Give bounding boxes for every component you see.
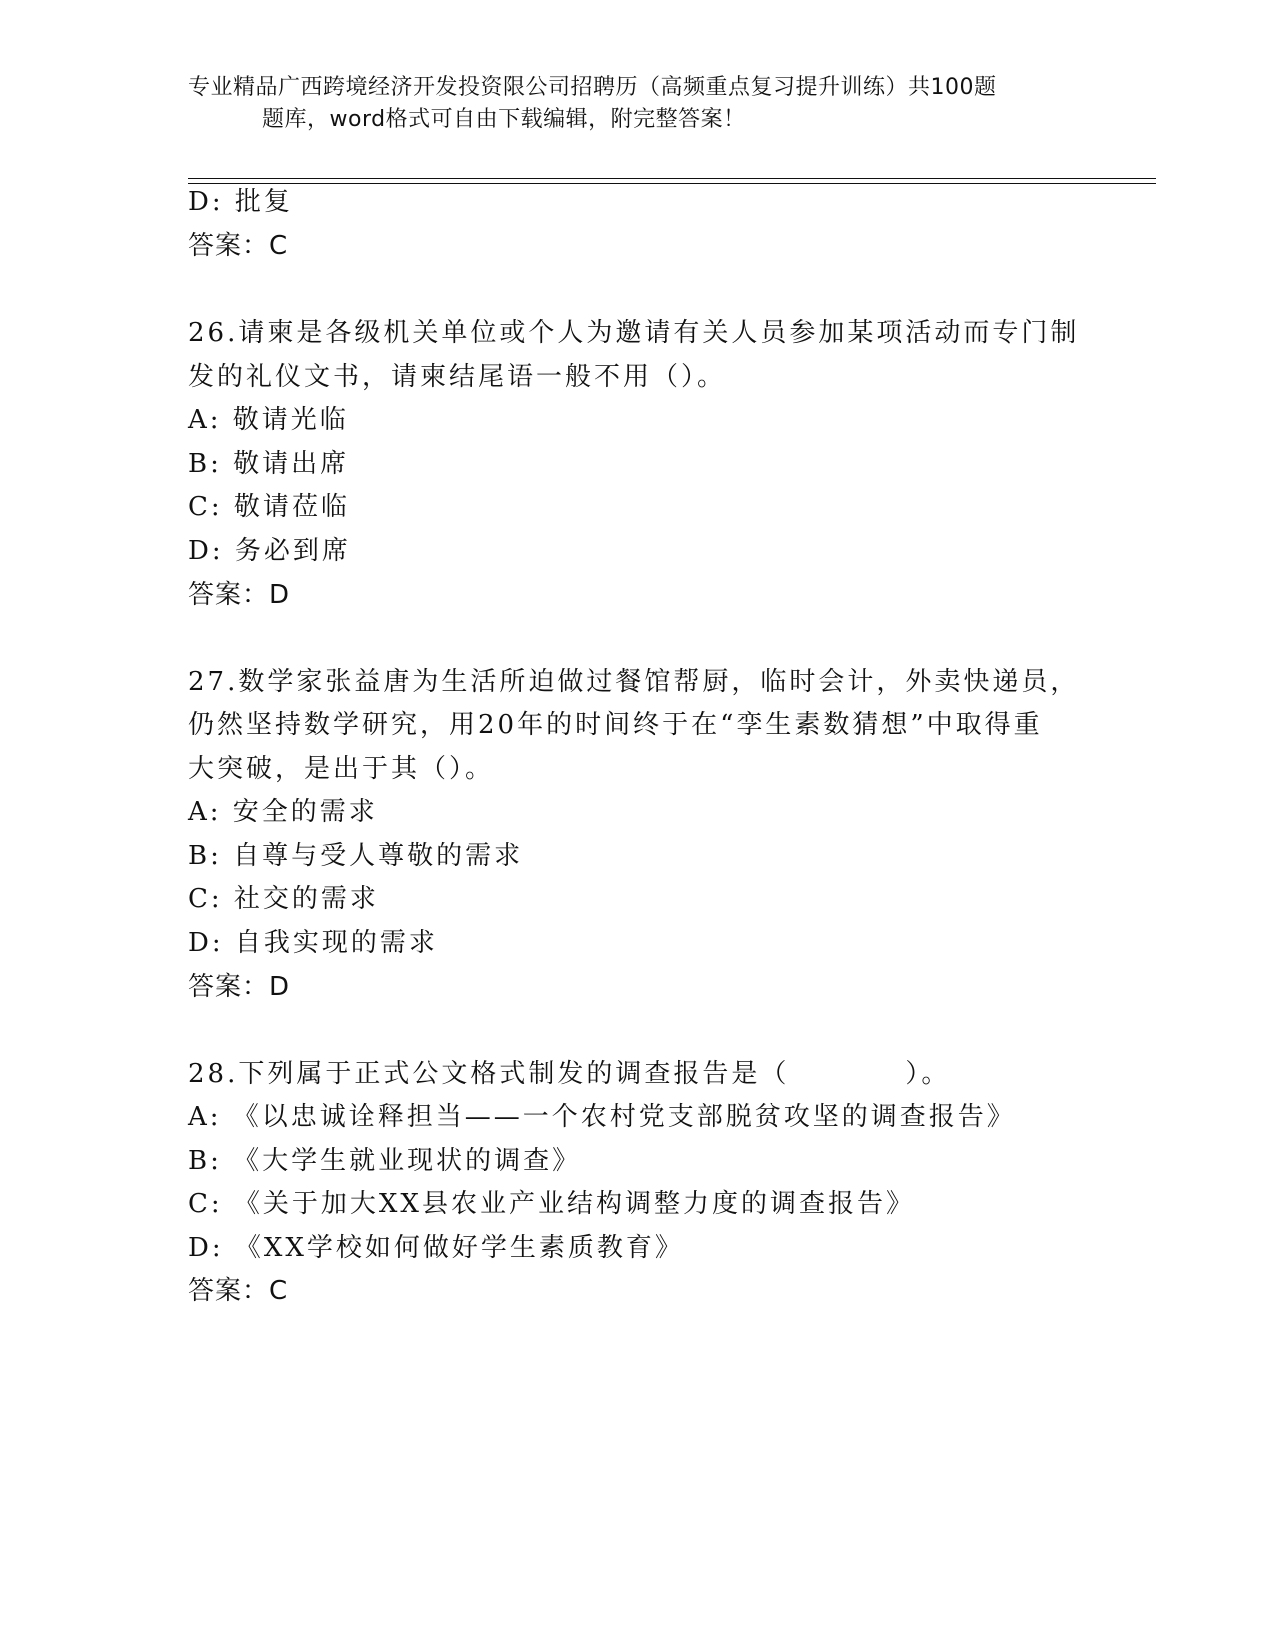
question-28-line1 xyxy=(188,1058,950,1090)
question-28-stem-end: ）。 xyxy=(905,1059,951,1089)
question-28-answer: 答案：C xyxy=(188,1276,289,1306)
question-26-option-a: A: 敬请光临 xyxy=(188,405,349,435)
question-26-answer: 答案：D xyxy=(188,580,291,610)
page-title-line1: 专业精品广西跨境经济开发投资限公司招聘历（高频重点复习提升训练）共100题 xyxy=(188,75,997,100)
question-28-stem: 28.下列属于正式公文格式制发的调查报告是（ xyxy=(188,1059,790,1089)
header-rule-top xyxy=(188,178,1156,179)
question-26-line2: 发的礼仪文书，请柬结尾语一般不用（）。 xyxy=(188,362,727,392)
question-27-line3: 大突破，是出于其（）。 xyxy=(188,754,495,784)
question-26-option-d: D: 务必到席 xyxy=(188,536,351,566)
question-27-option-c: C: 社交的需求 xyxy=(188,884,379,914)
option-d: D: 批复 xyxy=(188,187,293,217)
header-rule-bottom xyxy=(188,183,1156,184)
page-title-line2: 题库，word格式可自由下载编辑，附完整答案！ xyxy=(262,107,746,132)
answer: 答案：C xyxy=(188,231,289,261)
question-27-line2: 仍然坚持数学研究，用20年的时间终于在“孪生素数猜想”中取得重 xyxy=(188,710,1043,740)
page-header xyxy=(188,72,1088,136)
question-26-option-b: B: 敬请出席 xyxy=(188,449,350,479)
question-27-option-d: D: 自我实现的需求 xyxy=(188,928,438,958)
question-28-option-a: A: 《以忠诚诠释担当——一个农村党支部脱贫攻坚的调查报告》 xyxy=(188,1102,1016,1132)
question-28-option-b: B: 《大学生就业现状的调查》 xyxy=(188,1146,582,1176)
question-28-option-c: C: 《关于加大XX县农业产业结构调整力度的调查报告》 xyxy=(188,1189,915,1219)
question-26-option-c: C: 敬请莅临 xyxy=(188,492,350,522)
question-28-option-d: D: 《XX学校如何做好学生素质教育》 xyxy=(188,1233,684,1263)
question-27-line1: 27.数学家张益唐为生活所迫做过餐馆帮厨，临时会计，外卖快递员， xyxy=(188,667,1080,697)
question-26-line1: 26.请柬是各级机关单位或个人为邀请有关人员参加某项活动而专门制 xyxy=(188,318,1080,348)
question-27-option-b: B: 自尊与受人尊敬的需求 xyxy=(188,841,524,871)
question-27-answer: 答案：D xyxy=(188,972,291,1002)
question-27-option-a: A: 安全的需求 xyxy=(188,797,378,827)
